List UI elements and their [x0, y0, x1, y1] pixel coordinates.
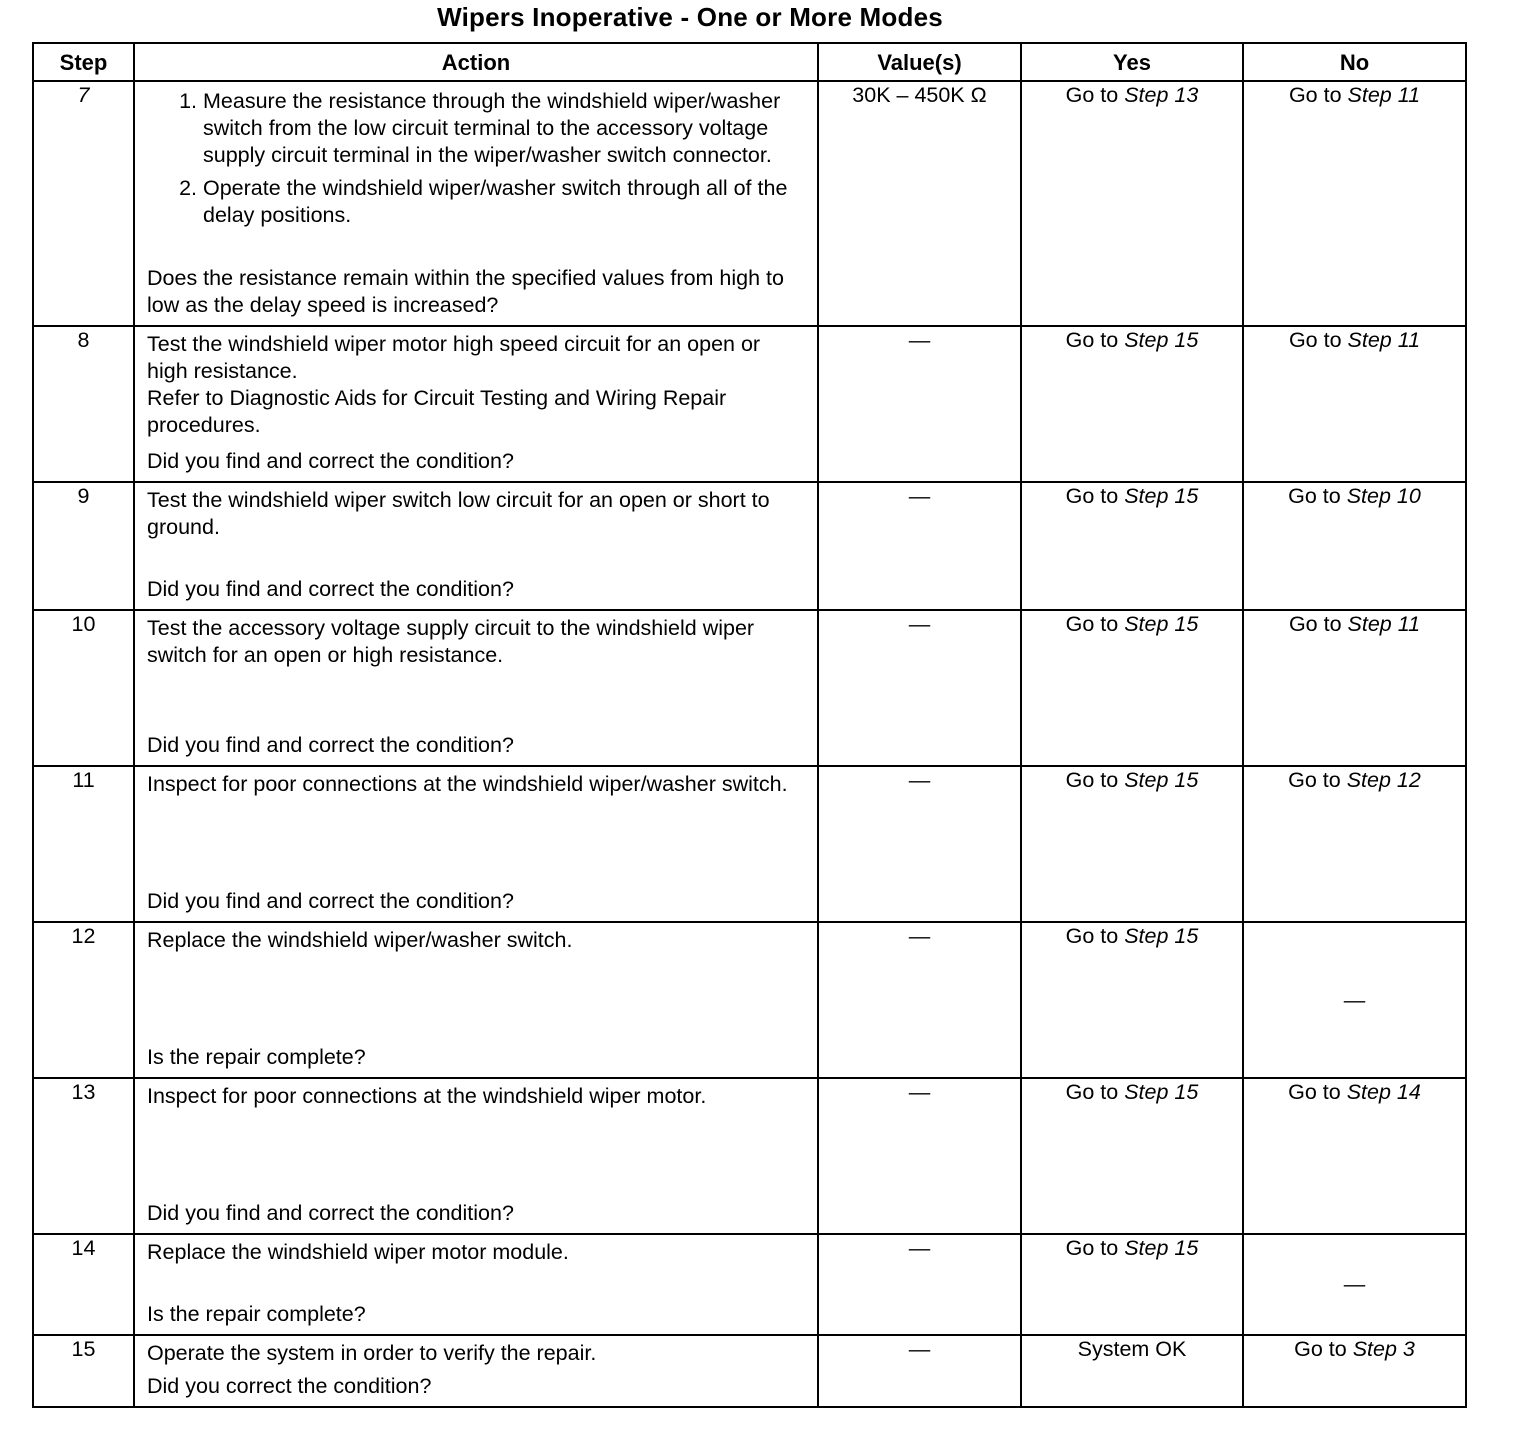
- no-cell: —: [1243, 1234, 1466, 1335]
- action-question: Did you find and correct the condition?: [147, 889, 514, 913]
- yes-step-link[interactable]: Step 15: [1124, 612, 1199, 636]
- action-text: Test the windshield wiper switch low circuit for an open or short to ground.: [147, 488, 770, 539]
- header-step: Step: [33, 43, 134, 81]
- no-step-link[interactable]: Step 11: [1347, 612, 1421, 636]
- no-cell: [1243, 766, 1466, 922]
- no-cell: [1243, 326, 1466, 482]
- action-list: [147, 88, 805, 235]
- yes-prefix: Go to: [1065, 83, 1119, 107]
- step-number: 9: [33, 482, 134, 610]
- action-list-item: 1. Measure the resistance through the windshield wiper/washer switch from the low circuit terminal to the accessory voltage supply circuit terminal in the wiper/washer switch connector.: [203, 88, 805, 169]
- step-number: 12: [33, 922, 134, 1078]
- action-question: Did you find and correct the condition?: [147, 449, 514, 473]
- table-row: [33, 922, 1466, 1078]
- yes-cell: [1021, 1078, 1243, 1234]
- no-cell: —: [1243, 922, 1466, 1078]
- yes-prefix: Go to: [1065, 612, 1119, 636]
- value-cell: —: [818, 766, 1021, 922]
- no-prefix: Go to: [1288, 484, 1341, 508]
- header-action: Action: [134, 43, 818, 81]
- table-row: [33, 81, 1466, 326]
- yes-cell: [1021, 766, 1243, 922]
- header-yes: Yes: [1021, 43, 1243, 81]
- step-number: 14: [33, 1234, 134, 1335]
- yes-prefix: Go to: [1065, 1236, 1119, 1260]
- no-prefix: Go to: [1288, 328, 1342, 352]
- action-question: Did you find and correct the condition?: [147, 1201, 514, 1225]
- action-cell: [134, 922, 818, 1078]
- yes-step-link[interactable]: Step 13: [1124, 83, 1199, 107]
- no-cell: [1243, 610, 1466, 766]
- no-prefix: Go to: [1288, 612, 1342, 636]
- table-row: [33, 326, 1466, 482]
- value-cell: —: [818, 1335, 1021, 1407]
- step-number: 11: [33, 766, 134, 922]
- no-prefix: Go to: [1288, 1080, 1341, 1104]
- no-step-link[interactable]: Step 11: [1347, 328, 1421, 352]
- yes-prefix: Go to: [1065, 484, 1119, 508]
- no-cell: [1243, 1335, 1466, 1407]
- yes-step-link[interactable]: Step 15: [1124, 1236, 1199, 1260]
- value-cell: —: [818, 482, 1021, 610]
- value-cell: —: [818, 1078, 1021, 1234]
- action-text: Replace the windshield wiper motor module.: [147, 1240, 569, 1264]
- action-reference: Refer to Diagnostic Aids for Circuit Testing and Wiring Repair procedures.: [147, 386, 727, 437]
- action-question: Did you find and correct the condition?: [147, 577, 514, 601]
- action-question: Does the resistance remain within the specified values from high to low as the delay speed is increased?: [147, 266, 784, 317]
- value-cell: —: [818, 326, 1021, 482]
- step-number: 15: [33, 1335, 134, 1407]
- action-text: Operate the system in order to verify the repair.: [147, 1341, 597, 1365]
- value-cell: 30K – 450K Ω: [818, 81, 1021, 326]
- table-row: [33, 482, 1466, 610]
- diagnostic-table: [32, 42, 1467, 1408]
- action-cell: [134, 326, 818, 482]
- step-number: 10: [33, 610, 134, 766]
- action-cell: [134, 482, 818, 610]
- action-cell: [134, 610, 818, 766]
- yes-prefix: Go to: [1065, 1080, 1119, 1104]
- no-cell: [1243, 1078, 1466, 1234]
- no-cell: [1243, 81, 1466, 326]
- yes-step-link[interactable]: Step 15: [1124, 924, 1199, 948]
- no-step-link[interactable]: Step 12: [1346, 768, 1421, 792]
- header-no: No: [1243, 43, 1466, 81]
- action-question: Did you find and correct the condition?: [147, 733, 514, 757]
- no-prefix: Go to: [1294, 1337, 1347, 1361]
- yes-cell: [1021, 81, 1243, 326]
- table-header-row: [33, 43, 1466, 81]
- action-cell: [134, 766, 818, 922]
- yes-prefix: Go to: [1065, 328, 1119, 352]
- header-values: Value(s): [818, 43, 1021, 81]
- no-step-link[interactable]: Step 3: [1352, 1337, 1415, 1361]
- table-row: [33, 1078, 1466, 1234]
- no-step-link[interactable]: Step 11: [1347, 83, 1421, 107]
- yes-cell: [1021, 326, 1243, 482]
- action-text: Test the windshield wiper motor high speed circuit for an open or high resistance.: [147, 332, 761, 383]
- yes-step-link[interactable]: Step 15: [1124, 484, 1199, 508]
- yes-step-link[interactable]: Step 15: [1124, 768, 1199, 792]
- no-cell: [1243, 482, 1466, 610]
- action-question: Is the repair complete?: [147, 1045, 366, 1069]
- action-cell: [134, 81, 818, 326]
- no-prefix: Go to: [1288, 768, 1341, 792]
- yes-cell: [1021, 922, 1243, 1078]
- yes-cell: System OK: [1021, 1335, 1243, 1407]
- yes-step-link[interactable]: Step 15: [1124, 1080, 1199, 1104]
- action-text: Inspect for poor connections at the windshield wiper motor.: [147, 1084, 707, 1108]
- action-question: Did you correct the condition?: [147, 1374, 432, 1398]
- no-step-link[interactable]: Step 14: [1346, 1080, 1421, 1104]
- no-step-link[interactable]: Step 10: [1346, 484, 1421, 508]
- value-cell: —: [818, 1234, 1021, 1335]
- action-cell: [134, 1078, 818, 1234]
- yes-cell: [1021, 1234, 1243, 1335]
- table-row: [33, 766, 1466, 922]
- action-text: Test the accessory voltage supply circuit to the windshield wiper switch for an open or high resistance.: [147, 616, 755, 667]
- step-number: 7: [33, 81, 134, 326]
- action-text: Replace the windshield wiper/washer switch.: [147, 928, 573, 952]
- action-cell: [134, 1234, 818, 1335]
- action-text: Inspect for poor connections at the windshield wiper/washer switch.: [147, 772, 788, 796]
- action-cell: [134, 1335, 818, 1407]
- page-title: Wipers Inoperative - One or More Modes: [437, 2, 943, 32]
- value-cell: —: [818, 610, 1021, 766]
- yes-cell: [1021, 482, 1243, 610]
- yes-cell: [1021, 610, 1243, 766]
- yes-step-link[interactable]: Step 15: [1124, 328, 1199, 352]
- action-list-item: 2. Operate the windshield wiper/washer switch through all of the delay positions.: [203, 175, 805, 229]
- yes-prefix: Go to: [1065, 924, 1119, 948]
- table-row: [33, 610, 1466, 766]
- yes-prefix: Go to: [1065, 768, 1119, 792]
- value-cell: —: [818, 922, 1021, 1078]
- action-question: Is the repair complete?: [147, 1302, 366, 1326]
- no-prefix: Go to: [1288, 83, 1342, 107]
- table-row: [33, 1234, 1466, 1335]
- step-number: 8: [33, 326, 134, 482]
- step-number: 13: [33, 1078, 134, 1234]
- table-row: [33, 1335, 1466, 1407]
